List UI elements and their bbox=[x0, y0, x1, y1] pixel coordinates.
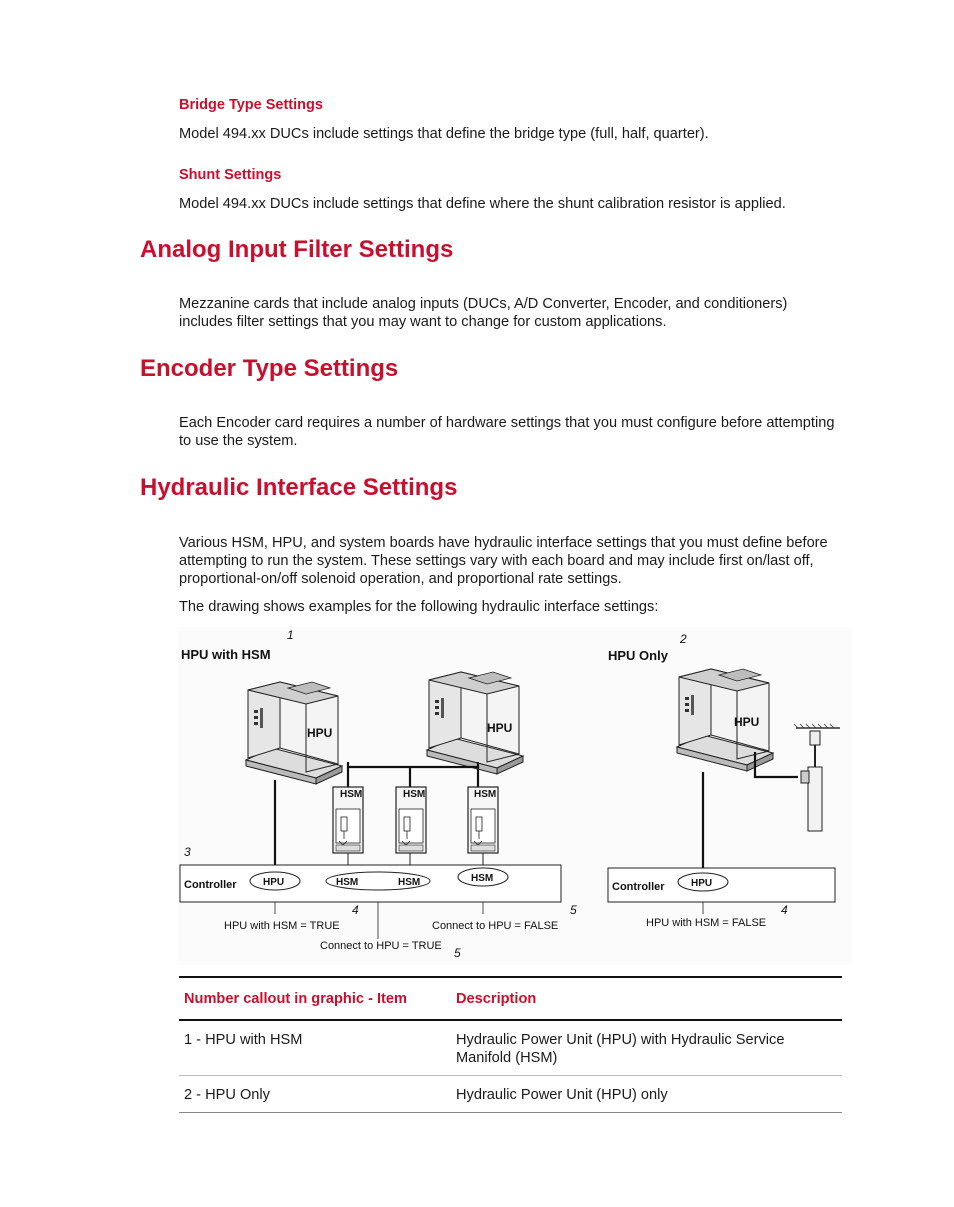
callout-4-right: 4 bbox=[781, 903, 788, 917]
hydraulic-interface-heading: Hydraulic Interface Settings bbox=[140, 474, 458, 501]
table-cell-description: Hydraulic Power Unit (HPU) with Hydraulic Service Manifold (HSM) bbox=[451, 1020, 842, 1076]
note-connect-false: Connect to HPU = FALSE bbox=[432, 920, 559, 932]
hsm-label-2: HSM bbox=[403, 789, 426, 800]
hsm-port-label-3: HSM bbox=[471, 873, 494, 884]
hpu-label-left: HPU bbox=[307, 726, 333, 740]
table-cell-callout: 2 - HPU Only bbox=[179, 1076, 451, 1113]
callout-table bbox=[179, 976, 842, 1113]
callout-5-bottom: 5 bbox=[454, 946, 461, 960]
hpu-with-hsm-title: HPU with HSM bbox=[181, 647, 271, 662]
hpu-label-right: HPU bbox=[734, 715, 760, 729]
table-header-description: Description bbox=[451, 977, 842, 1020]
hpu-only-title: HPU Only bbox=[608, 648, 668, 663]
table-cell-description: Hydraulic Power Unit (HPU) only bbox=[451, 1076, 842, 1113]
table-row bbox=[179, 1076, 842, 1113]
hydraulic-interface-diagram bbox=[178, 627, 852, 965]
callout-2: 2 bbox=[680, 632, 687, 646]
encoder-type-heading: Encoder Type Settings bbox=[140, 355, 399, 382]
hydraulic-interface-text: Various HSM, HPU, and system boards have hydraulic interface settings that you must define before attempting to run the system. These settings vary with each board and may include first on/last off, proportional-on/off solenoid operation, and proportional rate settings. bbox=[179, 535, 828, 587]
hsm-label-1: HSM bbox=[340, 789, 363, 800]
controller-label-left: Controller bbox=[184, 879, 237, 891]
analog-input-heading: Analog Input Filter Settings bbox=[140, 236, 454, 263]
bridge-type-heading: Bridge Type Settings bbox=[179, 97, 323, 113]
analog-input-text: Mezzanine cards that include analog inputs (DUCs, A/D Converter, Encoder, and conditioners) includes filter settings that you may want to change for custom applications. bbox=[179, 296, 788, 330]
encoder-type-text: Each Encoder card requires a number of hardware settings that you must configure before attempting to use the system. bbox=[179, 415, 835, 449]
shunt-heading: Shunt Settings bbox=[179, 167, 282, 183]
hpu-port-label-left: HPU bbox=[263, 877, 285, 888]
table-header-callout: Number callout in graphic - Item bbox=[179, 977, 451, 1020]
callout-1: 1 bbox=[287, 628, 294, 642]
bridge-type-text: Model 494.xx DUCs include settings that define the bridge type (full, half, quarter). bbox=[179, 126, 709, 142]
hsm-port-label-2: HSM bbox=[398, 877, 421, 888]
callout-5-right: 5 bbox=[570, 903, 577, 917]
hsm-controller-links bbox=[348, 853, 483, 865]
callout-3: 3 bbox=[184, 845, 191, 859]
shunt-text: Model 494.xx DUCs include settings that define where the shunt calibration resistor is applied. bbox=[179, 196, 786, 212]
table-row bbox=[179, 1020, 842, 1076]
actuator-icon bbox=[794, 724, 840, 831]
table-cell-callout: 1 - HPU with HSM bbox=[179, 1020, 451, 1076]
hpu-port-label-right: HPU bbox=[691, 878, 713, 889]
callout-4-left: 4 bbox=[352, 903, 359, 917]
note-hpu-with-hsm-false: HPU with HSM = FALSE bbox=[646, 917, 767, 929]
hsm-label-3: HSM bbox=[474, 789, 497, 800]
note-connect-true: Connect to HPU = TRUE bbox=[320, 940, 442, 952]
table-header-row bbox=[179, 977, 842, 1020]
hpu-label-middle: HPU bbox=[487, 721, 513, 735]
hydraulic-drawing-intro: The drawing shows examples for the following hydraulic interface settings: bbox=[179, 599, 659, 615]
note-hpu-with-hsm-true: HPU with HSM = TRUE bbox=[224, 920, 340, 932]
controller-label-right: Controller bbox=[612, 881, 665, 893]
hsm-port-label-1: HSM bbox=[336, 877, 359, 888]
